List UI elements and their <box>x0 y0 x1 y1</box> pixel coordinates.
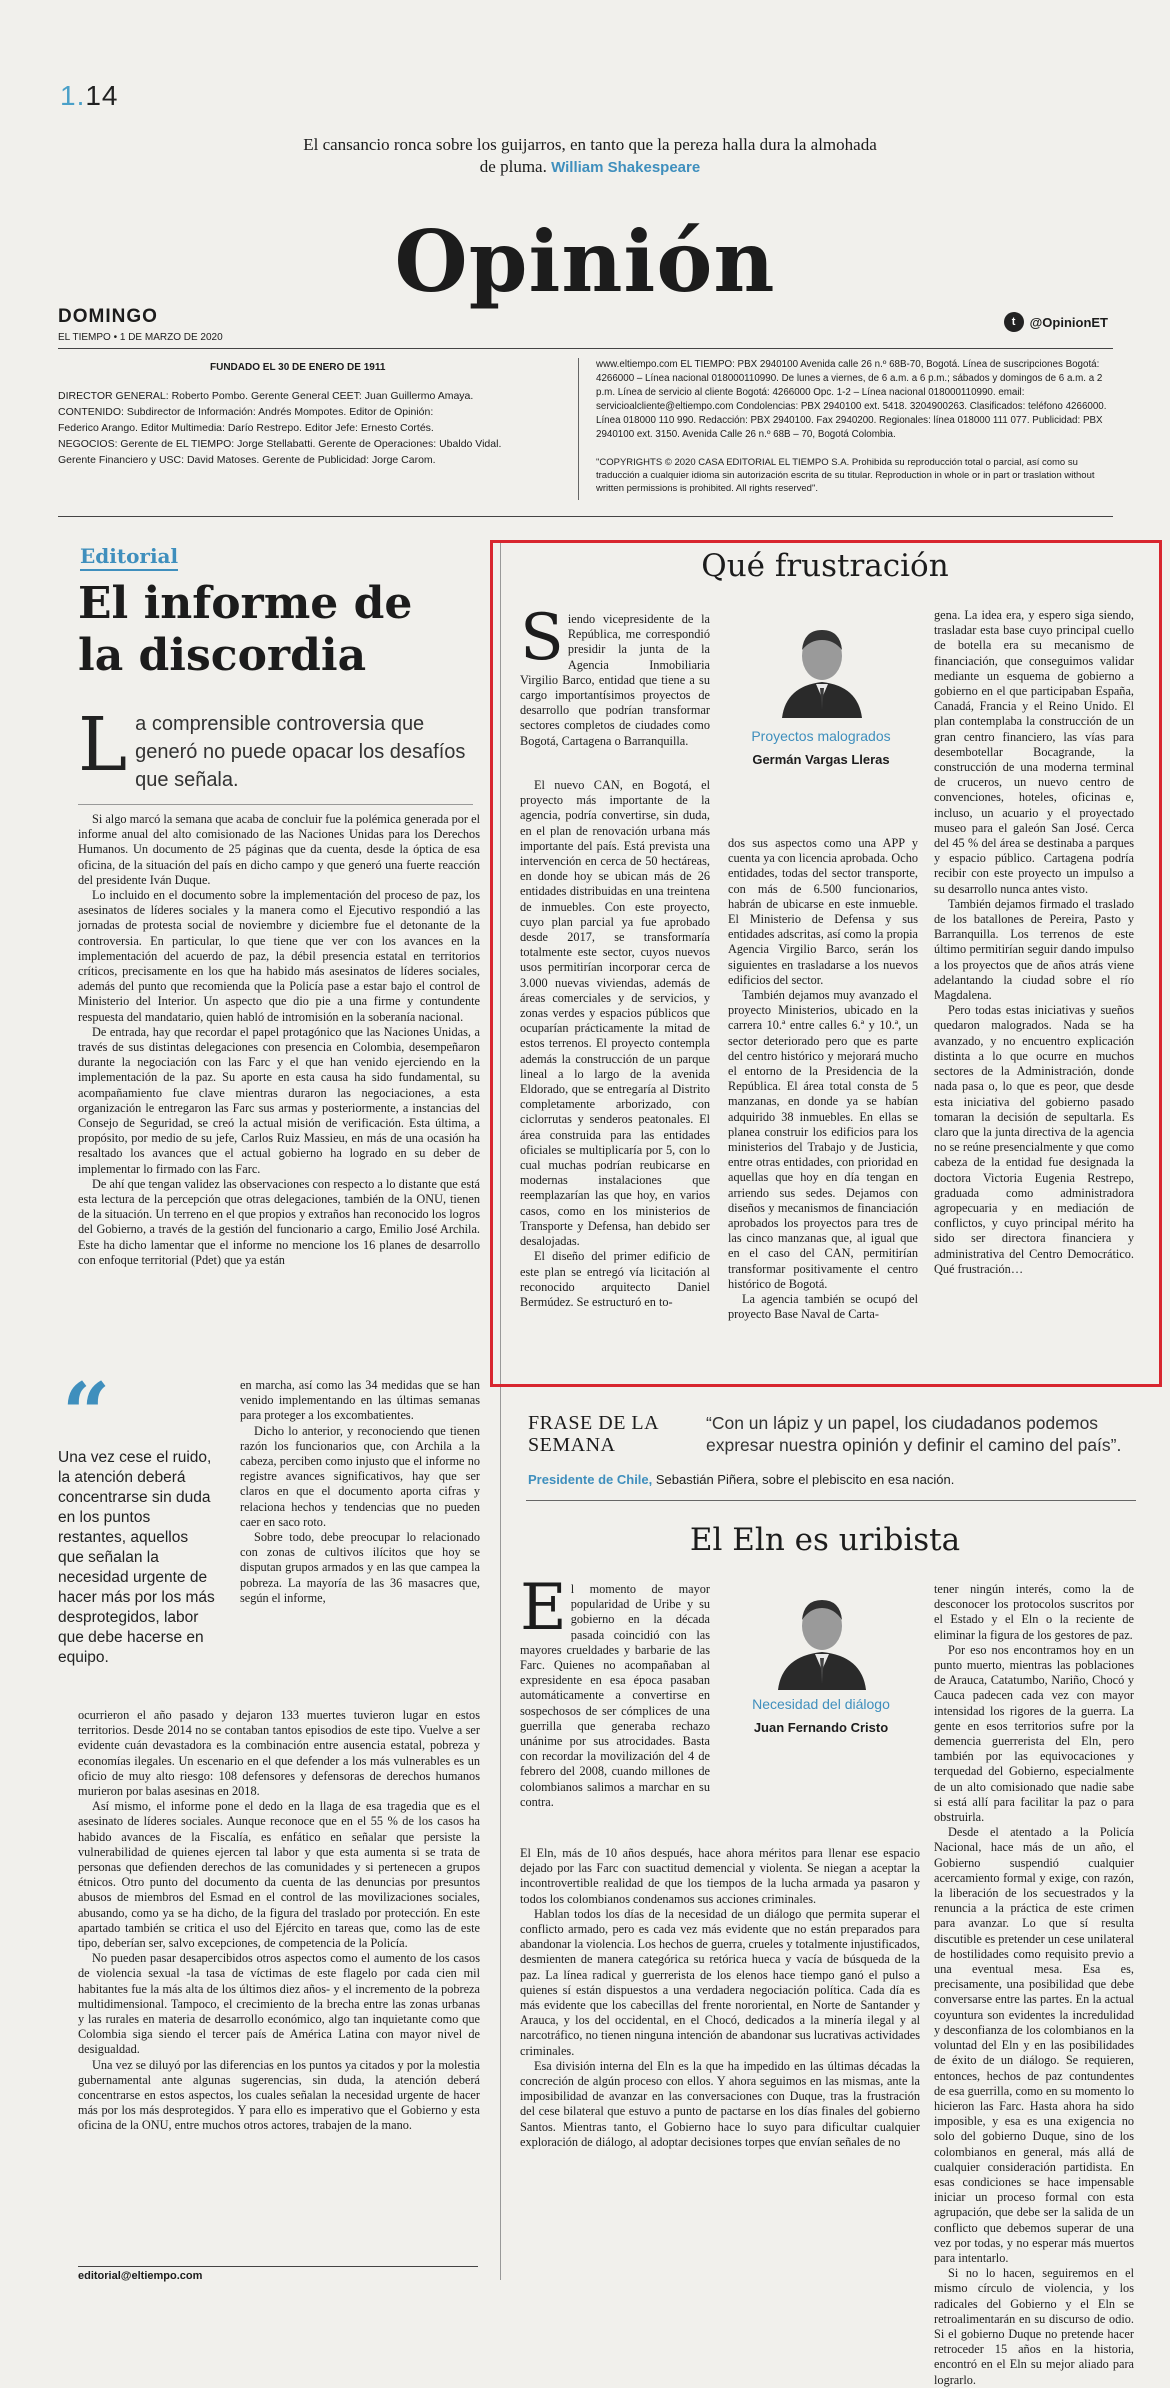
twitter-handle-text: @OpinionET <box>1029 314 1108 330</box>
column2-opening-text: l momento de mayor popularidad de Uribe y su gobierno en la década pasada coincidió con las mayores crueldades y barbarie de las Farc. Quienes no acompañaban al expresidente en esa época pasaban automáticamente a convertirse en sospechosos de ser cómplices de una guerrilla que generaba rechazo unánime por sus atrocidades. Basta con recordar la movilización del 4 de febrero del 2008, cuando millones de colombianos salimos a marchar en su contra. <box>520 1582 710 1809</box>
frase-rule <box>526 1500 1136 1501</box>
staff-divider <box>578 358 579 500</box>
masthead-title: Opinión <box>394 212 776 311</box>
paragraph: gena. La idea era, y espero siga siendo, trasladar esta base cuyo principal cuello de botella era su mecanismo de financiación, que conseguimos validar mediante un esquema de gobierno a gobierno en el que participaban España, Canadá, Francia y el Reino Unido. El plan contemplaba la construcción de un gran centro financiero, las vías para desembotellar Bocagrande, la construcción de una moderna terminal de cruceros, un nuevo centro de convenciones, hoteles, oficinas e, incluso, un acuario y el proyectado museo para el galeón San José. Cerca del 45 % del área se destinaba a parques y espacio público. Cartagena podría recibir con este proyecto un impulso a su desarrollo nunca antes visto. <box>934 608 1134 896</box>
paragraph: Sobre todo, debe preocupar lo relacionado con zonas de cultivos ilícitos que hoy se disputan grupos armados y en las que campea la pobreza. La mayoría de las 36 masacres que, según el informe, <box>240 1530 480 1605</box>
paragraph: El nuevo CAN, en Bogotá, el proyecto más importante de la agencia, podría convertirse, sin duda, en el plan de renovación urbana más importante del país. Está prevista una intervención en cerca de 50 hectáreas, en donde hoy se ubican más de 26 entidades distribuidas en una treintena de inmuebles. Con este proyecto, cuyo plan parcial ya fue aprobado desde 2017, se transformaría totalmente este sector, cuyos nuevos usos permitirían incorporar cerca de 3.000 nuevas viviendas, además de áreas comerciales y de servicios, y zonas verdes y espacios públicos que ocuparían prácticamente la mitad de estos terrenos. El proyecto contempla además la construcción de un parque lineal a lo largo de la avenida Eldorado, que se entregaría al Distrito completamente arborizado, con ciclorrutas y senderos peatonales. El área construida para las entidades oficiales se multiplicaría por 5, con lo cual muchas podrían reubicarse en modernas instalaciones que reemplazarían las que hoy, en varios casos, como en los ministerios de Transporte y Defensa, han debido ser desalojadas. <box>520 778 710 1249</box>
paragraph: Desde el atentado a la Policía Nacional, hace más de un año, el Gobierno suspendió cualquier acercamiento formal y exige, con razón, la liberación de los secuestrados y la renuncia a la práctica de este crimen para avanzar. Lo que sí resulta discutible es pretender un cese unilateral de hostilidades como requisito previo a una eventual mesa. Esa es, precisamente, una posibilidad que debe conversarse entre las partes. En la actual coyuntura son evidentes la incredulidad y desconfianza de los colombianos en la voluntad del Eln y en las posibilidades de éxito de un diálogo. Se requieren, entonces, hechos de paz contundentes de esa guerrilla, como en su momento lo hicieron las Farc. Hasta ahora ha sido imposible, y esa es una exigencia no solo del gobierno Duque, sino de los colombianos en general, más allá de cualquier consideración partidista. En esas condiciones se hace impensable iniciar un proceso formal con esta agrupación, que debe ser la salida de un conflicto que debemos superar de una vez por todas, y no esperar más muertos para intentarlo. <box>934 1825 1134 2265</box>
paragraph: No pueden pasar desapercibidos otros aspectos como el aumento de los casos de violencia sexual -la tasa de víctimas de este flagelo por cada cien mil habitantes fue la más alta de los últimos diez años- y el incremento de la pobreza multidimensional. Tampoco, el crecimiento de la brecha entre las zonas urbanas y las rurales en materia de desarrollo económico, algo tan inquietante como que Colombia siga siendo el tercer país de América Latina con mayor nivel de desigualdad. <box>78 1951 480 2057</box>
editorial-body <box>78 812 480 1268</box>
column2-author: Juan Fernando Cristo <box>753 1720 889 1735</box>
column2-title[interactable]: El Eln es uribista <box>689 1522 961 1558</box>
paragraph: El Eln, más de 10 años después, hace ahora méritos para llenar ese espacio dejado por las Farc con suactitud demencial y violenta. Se niegan a aceptar la incontrovertible realidad de que los tiempos de la lucha armada ya pasaron y todos los colombianos condenamos sus acciones criminales. <box>520 1846 920 1906</box>
paragraph: tener ningún interés, como la de desconocer los protocolos suscritos por el Estado y el Eln o la reciente de eliminar la figura de los gestores de paz. <box>934 1582 1134 1642</box>
column2-body-right <box>934 1582 1134 2388</box>
masthead-rule <box>58 348 1113 349</box>
paragraph: La agencia también se ocupó del proyecto Base Naval de Carta- <box>728 1292 918 1322</box>
frase-source-label: Presidente de Chile, <box>528 1472 653 1487</box>
staff-line: Federico Arango. Editor Multimedia: Darío Restrepo. Editor Jefe: Ernesto Cortés. <box>58 422 434 434</box>
author-photo <box>770 1586 874 1690</box>
paragraph: Por eso nos encontramos hoy en un punto muerto, mientras las poblaciones de Arauca, Catatumbo, Nariño, Chocó y Cauca padecen cada vez con mayor intensidad los rigores de la guerra. La gente en esos territorios sufre por la demencia guerrerista del Eln, pero también por las equivocaciones y terquedad del Gobierno, especialmente de un alto comisionado que nadie sabe si está allí para facilitar la paz o para obstruirla. <box>934 1642 1134 1825</box>
column2-section: Necesidad del diálogo <box>752 1696 890 1712</box>
founded-line: FUNDADO EL 30 DE ENERO DE 1911 <box>210 362 386 373</box>
contact-info: www.eltiempo.com EL TIEMPO: PBX 2940100 Avenida calle 26 n.º 68B-70, Bogotá. Línea de suscripciones Bogotá: 4266000 – Línea nacional 018000110990. De lunes a viernes, de 6 a.m. a 6 p.m.; sábados y domingos de 6 a.m. a 2 p.m. Línea de servicio al cliente Bogotá: 4266000 Opc. 1-2 – Línea nacional 018000110990. email: servicioalcliente@eltiempo.com Condolencias: PBX 2940100 ext. 5418. 3204900263. Clasificados: teléfono 4266000. Línea 018000 110 990. Redacción: PBX 2940100. Fax 2940200. Regionales: línea 018000 111 077. Publicidad: PBX 2940100 ext. 3150. Avenida Calle 26 n.º 68B – 70, Bogotá Colombia. <box>596 359 1107 440</box>
paragraph: Dicho lo anterior, y reconociendo que tienen razón los funcionarios que, con Archila a la cabeza, perciben como injusto que el informe no registre avances significativos, hay que ser claros en que el documento aporta cifras y relaciona hechos y tendencias que no pueden caer en saco roto. <box>240 1423 480 1529</box>
editorial-email[interactable]: editorial@eltiempo.com <box>78 2266 478 2282</box>
column1-author: Germán Vargas Lleras <box>752 752 890 767</box>
paragraph: Hablan todos los días de la necesidad de un diálogo que permita superar el conflicto armado, pero es cada vez más evidente que no están preparados para abandonar la violencia. Los hechos de guerra, crueles y totalmente injustificados, desmienten de manera categórica su retórica hueca y vacía de búsqueda de la paz. La línea radical y guerrerista de los elenos hace tiempo ganó el pulso a quienes sí están dispuestos a una verdadera negociación política. Cada día es más evidente que los cabecillas del frente nororiental, en Norte de Santander y Arauca, y los del occidental, en el Chocó, dedicados a la minería ilegal y al narcotráfico, no tienen ninguna intención de abandonar sus lucrativas actividades criminales. <box>520 1906 920 2058</box>
staff-line: DIRECTOR GENERAL: Roberto Pombo. Gerente General CEET: Juan Guillermo Amaya. <box>58 390 474 402</box>
frase-label: FRASE DE LA SEMANA <box>528 1412 658 1456</box>
epigraph-author: William Shakespeare <box>551 159 701 176</box>
paragraph: Pero todas estas iniciativas y sueños quedaron malogrados. Nada se ha avanzado, y no encuentro explicación distinta a lo que ocurre en muchos sectores de la Administración, donde nada pasa o, lo que es peor, que desde esta iniciativa del gobierno pasado tomaran la decisión de sepultarla. Es claro que la junta directiva de la agencia no se reúne presencialmente y que como cabeza de la entidad fue designada la doctora Victoria Eugenia Restrepo, graduada como administradora agropecuaria y en mediación de conflictos, y cuyo principal mérito ha sido ser directora financiera y administrativa del Centro Democrático. Qué frustración… <box>934 1003 1134 1276</box>
masthead-dateline: EL TIEMPO • 1 DE MARZO DE 2020 <box>58 332 223 343</box>
paragraph: Si algo marcó la semana que acaba de concluir fue la polémica generada por el informe anual del alto comisionado de las Naciones Unidas para los Derechos Humanos. Un documento de 25 páginas que da cuenta, desde la óptica de esa oficina, de la situación del país en dicho campo y que generó una fuerte reacción del presidente Iván Duque. <box>78 812 480 887</box>
masthead-day: DOMINGO <box>58 306 158 327</box>
epigraph <box>300 134 880 179</box>
column2-opening <box>520 1571 710 1810</box>
editorial-body-narrow <box>240 1378 480 1606</box>
paragraph: en marcha, así como las 34 medidas que se han venido implementando en las últimas semanas para proteger a los excombatientes. <box>240 1378 480 1423</box>
editorial-rule <box>78 804 473 805</box>
author-photo <box>772 614 872 718</box>
drop-cap: L <box>78 702 128 788</box>
paragraph: Así mismo, el informe pone el dedo en la llaga de esa tragedia que es el asesinato de líderes sociales. Aunque reconoce que en el 55 % de los casos ha habido avances de la Fiscalía, es enfático en señalar que persiste la vulnerabilidad de quienes ejercen tal labor y que esta aumenta si se trata de personas que defienden derechos de las comunidades y si pertenecen a grupos étnicos. Otro punto del documento da cuenta de las denuncias por presuntos abusos de miembros del Esmad en el control de las movilizaciones sociales, abusando, como ya se ha dicho, de la figura del traslado por protección. En este apartado también se critica el uso del Ejército en tareas que, como las de este tipo, deberían ser, salvo excepciones, de competencia de la Policía. <box>78 1799 480 1951</box>
paragraph: dos sus aspectos como una APP y cuenta ya con licencia aprobada. Ocho entidades, todas del sector transporte, con más de 6.500 funcionarios, habrán de ubicarse en este inmueble. El Ministerio de Defensa y sus entidades adscritas, así como la propia Agencia Virgilio Barco, serán los siguientes en trasladarse a los nuevos edificios del sector. <box>728 836 918 987</box>
column1-body <box>520 778 710 1310</box>
column1-body-middle <box>728 836 918 1323</box>
epigraph-text: El cansancio ronca sobre los guijarros, en tanto que la pereza halla dura la almohada de pluma. <box>303 135 877 176</box>
frase-source-text: Sebastián Piñera, sobre el plebiscito en esa nación. <box>652 1472 955 1487</box>
column1-opening <box>520 601 710 749</box>
column1-opening-text: iendo vicepresidente de la República, me correspondió presidir la junta de la Agencia Inmobiliaria Virgilio Barco, entidad que tiene a su cargo importantísimos proyectos de desarrollo que podrían transformar sectores completos de ciudades como Bogotá, Cartagena o Barranquilla. <box>520 612 710 748</box>
staff-line: CONTENIDO: Subdirector de Información: Andrés Mompotes. Editor de Opinión: <box>58 406 434 418</box>
editorial-label: Editorial <box>80 544 178 571</box>
paragraph: El diseño del primer edificio de este plan se entregó vía licitación al reconocido arquitecto Daniel Bermúdez. Se estructuró en to- <box>520 1249 710 1309</box>
paragraph: También dejamos muy avanzado el proyecto Ministerios, ubicado en la carrera 10.ª entre calles 6.ª y 10.ª, un sector deteriorado pero que es parte del centro histórico y mejorará mucho el entorno de la Presidencia de la República. El área total consta de 5 manzanas, en donde ya se habían adquirido 38 inmuebles. En ellas se planea construir los edificios para los ministerios del Trabajo y de Justicia, entre otras entidades, con prioridad en aquellas que hoy en día tengan en arriendo sus sedes. Dejamos con diseños y mecanismos de financiación aprobados los proyectos para tres de las cinco manzanas que, al igual que en el caso del CAN, permitirían transformar positivamente el centro histórico de Bogotá. <box>728 988 918 1291</box>
page-number-value: 14 <box>85 80 119 111</box>
staff-line: NEGOCIOS: Gerente de EL TIEMPO: Jorge Stellabatti. Gerente de Operaciones: Ubaldo Vidal. <box>58 438 502 450</box>
paragraph: ocurrieron el año pasado y dejaron 133 muertes tuvieron lugar en estos territorios. Desde 2014 no se contaban tantos episodios de este tipo. Vuelve a ser evidente cuán devastadora es la combinación entre ausencia estatal, pobreza y economías ilegales. Un escenario en el que defender a los más vulnerables es un oficio de muy alto riesgo: 108 defensores y defensoras de derechos humanos murieron por balas asesinas en 2018. <box>78 1708 480 1799</box>
staff-line: Gerente Financiero y USC: David Matoses. Gerente de Publicidad: Jorge Carom. <box>58 454 436 466</box>
editorial-lead-text: a comprensible controversia que generó no puede opacar los desafíos que señala. <box>135 713 466 791</box>
drop-cap: S <box>520 601 564 675</box>
page-number <box>60 80 119 112</box>
paragraph: Una vez se diluyó por las diferencias en los puntos ya citados y por la molestia gubernamental ante algunas sugerencias, sin duda, la atención deberá concentrarse en estos aspectos, los cuales señalan la necesidad urgente de hacer más por los más desprotegidos. Y para ello es imperativo que el Gobierno y esta oficina de la ONU, entre muchos otros actores, trabajen de la mano. <box>78 2057 480 2133</box>
quote-icon: “ <box>62 1364 111 1463</box>
column1-section: Proyectos malogrados <box>751 728 891 744</box>
frase-quote: “Con un lápiz y un papel, los ciudadanos podemos expresar nuestra opinión y definir el camino del país”. <box>706 1413 1122 1455</box>
column1-body-right <box>934 608 1134 1277</box>
twitter-icon: t <box>1004 312 1024 332</box>
editorial-lead <box>78 702 478 794</box>
paragraph: De entrada, hay que recordar el papel protagónico que las Naciones Unidas, a través de sus distintas delegaciones con presencia en Colombia, desempeñaron durante la negociación con las Farc y el que han venido ejerciendo en la implementación de la paz. Su aporte en esta causa ha sido fundamental, su acompañamiento fue clave mientras duraron las negociaciones, a esta organización le entregaron las Farc sus armas y posteriormente, a instancias del Consejo de Seguridad, se creó la actual misión de verificación. Esta última, a propósito, por medio de su jefe, Carlos Ruiz Massieu, en más de una ocasión ha resaltado los avances que el actual gobierno ha logrado en su deber de implementar lo firmado con las Farc. <box>78 1024 480 1176</box>
twitter-handle[interactable] <box>1004 312 1108 332</box>
pull-quote: Una vez cese el ruido, la atención deberá concentrarse sin duda en los puntos restantes, aquellos que señalan la necesidad urgente de hacer más por los más desprotegidos, labor que debe hacerse en equipo. <box>58 1449 215 1666</box>
drop-cap: E <box>520 1571 567 1645</box>
column2-body <box>520 1846 920 2150</box>
frase-source <box>528 1472 954 1487</box>
paragraph: Lo incluido en el documento sobre la implementación del proceso de paz, los asesinatos de líderes sociales y la manera como el Ejecutivo respondió a las jornadas de protesta social de noviembre y diciembre fue el detonante de la controversia. En particular, lo que tiene que ver con los avances en la implementación del acuerdo de paz, la débil presencia estatal en territorios críticos, precisamente en los que ha habido más asesinatos de líderes sociales, además del punto que recomienda que la Policía pase a estar bajo el control de Ministerio del Interior. Un aspecto que dio pie a una firme y contundente respuesta del mandatario, quien habló de intromisión en la soberanía nacional. <box>78 888 480 1024</box>
staff-box <box>58 388 568 468</box>
paragraph: De ahí que tengan validez las observaciones con respecto a lo distante que está esta lectura de la percepción que otras delegaciones, también de la ONU, tienen de la situación. Un terreno en el que propios y extraños han reconocido los logros del Gobierno, a través de la gestión del funcionario a cargo, Emilio José Archila. Este ha dicho lamentar que el informe no mencione los 16 planes de desarrollo con enfoque territorial (Pdet) que ya están <box>78 1176 480 1267</box>
section-number: 1. <box>60 80 86 111</box>
copyright-notice: "COPYRIGHTS © 2020 CASA EDITORIAL EL TIEMPO S.A. Prohibida su reproducción total o parcial, así como su traducción a cualquier idioma sin autorización escrita de su titular. Reproduction in whole or in part or traslation without written permissions is prohibited. All rights reserved". <box>596 457 1095 494</box>
editorial-body-continued <box>78 1708 480 2134</box>
paragraph: Si no lo hacen, seguiremos en el mismo círculo de violencia, y los radicales del Gobierno y el Eln se retroalimentarán en su discurso de odio. Si el gobierno Duque no pretende hacer retroceder 15 años en la historia, encontró en el Eln su mejor aliado para lograrlo. <box>934 2266 1134 2387</box>
paragraph: Esa división interna del Eln es la que ha impedido en las últimas décadas la concreción de algún proceso con ellos. Y ahora seguimos en las mismas, ante la imposibilidad de avanzar en las conversaciones con Duque, tras la frustración del cese bilateral que estuvo a punto de pactarse en los días finales del gobierno Santos. Mientras tanto, el Gobierno hace lo suyo para dificultar cualquier exploración de diálogo, al adoptar decisiones torpes que envían señales de no <box>520 2058 920 2149</box>
editorial-headline[interactable]: El informe de la discordia <box>78 578 413 681</box>
column1-title[interactable]: Qué frustración <box>701 548 949 584</box>
paragraph: También dejamos firmado el traslado de los batallones de Pereira, Pasto y Barranquilla. Los terrenos de este último permitirían seguir dando impulso a los proyectos que de años atrás viene adelantando la ciudad sobre el río Magdalena. <box>934 896 1134 1003</box>
header-rule <box>58 516 1113 517</box>
